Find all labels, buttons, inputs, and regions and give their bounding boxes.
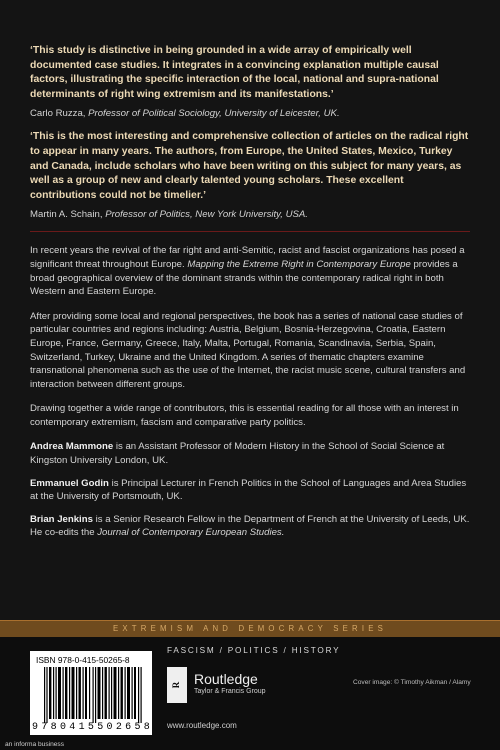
svg-text:R: R [171, 681, 182, 689]
reviewer-name: Martin A. Schain, [30, 209, 103, 221]
editor-bio-3 [30, 513, 470, 540]
isbn-digit: 1 [78, 722, 85, 733]
cover-footer [0, 637, 500, 750]
informa-label: an informa business [5, 741, 65, 748]
publisher-website: www.routledge.com [167, 721, 237, 730]
editor-bio-text: is a Senior Research Fellow in the Department of French at the University of Leeds, UK. He co-edits the [30, 513, 470, 539]
isbn-digit: 6 [125, 722, 132, 733]
reviewer-role: Professor of Politics, New York University, USA. [105, 209, 308, 221]
isbn-digits [32, 722, 150, 733]
editor-name: Brian Jenkins [30, 513, 93, 525]
description-paragraph-1 [30, 244, 470, 298]
description-text: In recent years the revival of the far right and anti-Semitic, racist and fascist organizations has posed a significant threat throughout Europe. [30, 245, 465, 270]
editor-name: Andrea Mammone [30, 441, 114, 453]
review-quote-1: ‘This study is distinctive in being grounded in a wide array of empirically well documented case studies. It integrates in a convincing explanation multiple causal factors, illustrating the specific interaction of the local, national and supra-national determinants of right wing extremism and its manifestations.’ [30, 45, 439, 100]
divider [30, 231, 470, 232]
editor-bio-text: is an Assistant Professor of Modern History in the School of Social Science at Kingston University London, UK. [30, 441, 445, 467]
series-banner: EXTREMISM AND DEMOCRACY SERIES [0, 620, 500, 638]
back-cover-text [30, 44, 470, 549]
reviewer-name: Carlo Ruzza, [30, 108, 86, 120]
description-paragraph-3: Drawing together a wide range of contributors, this is essential reading for all those with an interest in contemporary extremism, fascism and comparative party politics. [30, 403, 459, 428]
editor-bio-2 [30, 477, 470, 504]
isbn-digit: 0 [106, 722, 113, 733]
isbn-digit: 9 [32, 722, 39, 733]
isbn-digit: 8 [143, 722, 150, 733]
editor-bio-text: is Principal Lecturer in French Politics in the School of Languages and Area Studies at the University of Portsmouth, UK. [30, 477, 467, 503]
isbn-digit: 5 [87, 722, 95, 733]
publisher-imprint: Taylor & Francis Group [194, 688, 266, 695]
isbn-digit: 7 [41, 722, 48, 733]
review-attribution-1 [30, 107, 470, 120]
cover-image-credit: Cover image: © Timothy Aikman / Alamy [353, 679, 471, 686]
isbn-digit: 4 [69, 722, 76, 733]
isbn-digit: 5 [97, 722, 104, 733]
isbn-label: ISBN 978-0-415-50265-8 [36, 655, 130, 665]
routledge-logo-icon [167, 667, 187, 703]
editor-bio-1 [30, 440, 470, 467]
isbn-digit: 2 [115, 722, 123, 733]
editor-name: Emmanuel Godin [30, 477, 109, 489]
reviewer-role: Professor of Political Sociology, University of Leicester, UK. [88, 108, 340, 120]
publisher-name: Routledge [194, 671, 258, 687]
review-quote-2: ‘This is the most interesting and comprehensive collection of articles on the radical right to appear in many years. The authors, from Europe, the United States, Mexico, Turkey and Canada, include scholars who have been writing on this subject for many years, as well as a group of new and clearly talented young scholars. These excellent contributions could not be timelier.’ [30, 131, 469, 201]
subject-tagline: FASCISM / POLITICS / HISTORY [167, 646, 341, 655]
description-text: provides a broad geographical overview of the dominant strands within the contemporary radical right in both Western and Eastern Europe. [30, 258, 458, 298]
isbn-digit: 5 [134, 722, 141, 733]
barcode-bars-icon [44, 667, 144, 723]
book-title-italic: Mapping the Extreme Right in Contemporary Europe [187, 258, 411, 270]
review-attribution-2 [30, 208, 470, 221]
barcode [30, 651, 152, 735]
description-paragraph-2: After providing some local and regional perspectives, the book has a series of national case studies of particular countries and regions including: Austria, Belgium, Bosnia-Herzegovina, Croatia, Eastern Europe, France, Germany, Greece, Italy, Malta, Portugal, Romania, Scandinavia, Serbia, Spain, Switzerland, Turkey, Ukraine and the United Kingdom. A series of thematic chapters examine transnational phenomena such as the use of the Internet, the racist music scene, cultural transfers and interaction between different groups. [30, 310, 466, 390]
journal-title: Journal of Contemporary European Studies. [97, 527, 285, 539]
isbn-digit: 0 [59, 722, 67, 733]
isbn-digit: 8 [50, 722, 57, 733]
